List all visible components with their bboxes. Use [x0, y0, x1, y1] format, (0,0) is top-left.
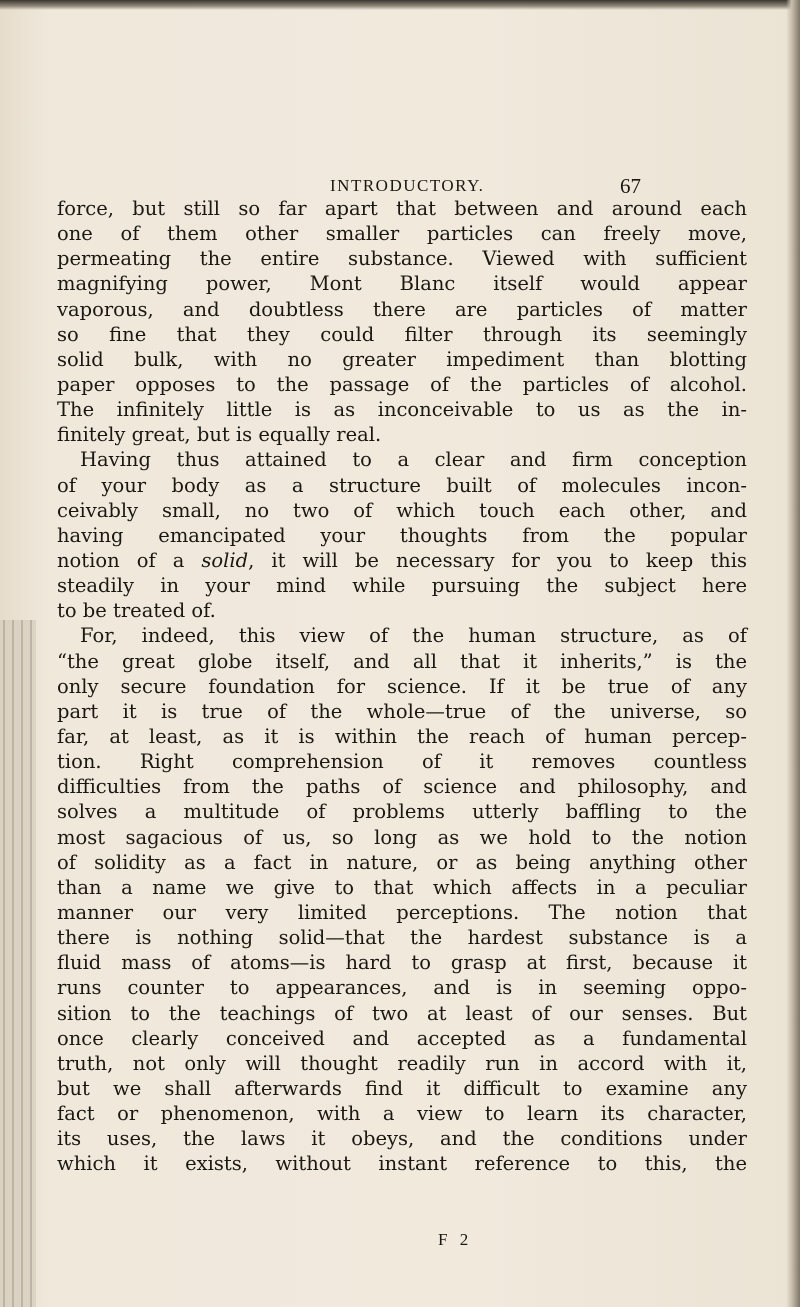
text-line: fluid mass of atoms—is hard to grasp at first, because it	[57, 951, 747, 975]
page-top-shadow	[0, 0, 800, 10]
text-line: so fine that they could filter through its seemingly	[57, 322, 747, 346]
page-number: 67	[620, 174, 641, 198]
text-line: magnifying power, Mont Blanc itself would appear	[57, 272, 747, 296]
text-line: tion. Right comprehension of it removes countless	[57, 750, 747, 774]
text-line: its uses, the laws it obeys, and the conditions under	[57, 1127, 747, 1151]
text-line: paper opposes to the passage of the particles of alcohol.	[57, 372, 747, 396]
italic-term: solid	[201, 548, 249, 572]
text-line: sition to the teachings of two at least of our senses. But	[57, 1001, 747, 1025]
text-line: runs counter to appearances, and is in seeming oppo-	[57, 976, 747, 1000]
text-line: most sagacious of us, so long as we hold to the notion	[57, 825, 747, 849]
running-head: INTRODUCTORY.	[330, 176, 485, 195]
text-line: manner our very limited perceptions. The notion that	[57, 900, 747, 924]
text-line: far, at least, as it is within the reach of human percep-	[57, 724, 747, 748]
text-line: For, indeed, this view of the human structure, as of	[80, 624, 747, 648]
text-line: than a name we give to that which affects in a peculiar	[57, 875, 747, 899]
text-line: difficulties from the paths of science and philosophy, and	[57, 775, 747, 799]
text-line: only secure foundation for science. If it be true of any	[57, 674, 747, 698]
text-line: having emancipated your thoughts from the popular	[57, 523, 747, 547]
text-line: of solidity as a fact in nature, or as being anything other	[57, 850, 747, 874]
page-gutter-edge	[0, 620, 36, 1307]
text-line: once clearly conceived and accepted as a fundamental	[57, 1026, 747, 1050]
text-line: force, but still so far apart that between and around each	[57, 197, 747, 220]
text-line: ceivably small, no two of which touch each other, and	[57, 498, 747, 522]
text-line: one of them other smaller particles can freely move,	[57, 222, 747, 246]
text-line: notion of a solid, it will be necessary for you to keep this	[57, 548, 747, 572]
text-line: “the great globe itself, and all that it inherits,” is the	[57, 649, 747, 673]
text-line: truth, not only will thought readily run in accord with it,	[57, 1051, 747, 1075]
text-line: permeating the entire substance. Viewed with sufficient	[57, 247, 747, 271]
text-line: finitely great, but is equally real.	[57, 423, 382, 447]
text-line: The infinitely little is as inconceivable to us as the in-	[57, 398, 747, 422]
text-line: steadily in your mind while pursuing the subject here	[57, 574, 747, 598]
text-line: Having thus attained to a clear and firm conception	[80, 448, 747, 472]
text-line: which it exists, without instant reference to this, the	[57, 1152, 747, 1176]
text-line: vaporous, and doubtless there are particles of matter	[57, 297, 747, 321]
text-line: part it is true of the whole—true of the universe, so	[57, 699, 747, 723]
text-line: there is nothing solid—that the hardest substance is a	[57, 926, 747, 950]
text-line: of your body as a structure built of molecules incon-	[57, 473, 747, 497]
text-line: but we shall afterwards find it difficult to examine any	[57, 1076, 747, 1100]
body-text	[57, 196, 747, 1176]
text-line: solves a multitude of problems utterly baffling to the	[57, 800, 747, 824]
text-line: fact or phenomenon, with a view to learn its character,	[57, 1102, 747, 1126]
text-line: solid bulk, with no greater impediment than blotting	[57, 347, 747, 371]
signature-mark: F 2	[438, 1230, 473, 1249]
text-line: to be treated of.	[57, 599, 216, 623]
